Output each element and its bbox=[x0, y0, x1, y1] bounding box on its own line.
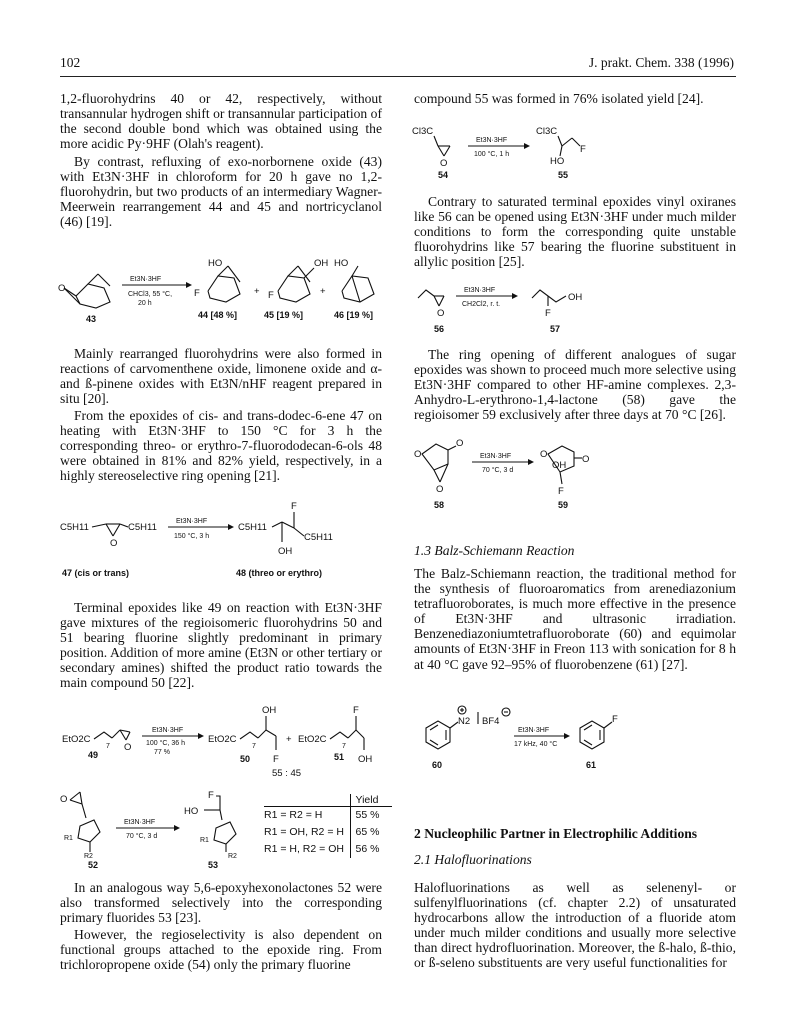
label-49: 49 bbox=[88, 750, 99, 760]
svg-text:O: O bbox=[58, 283, 66, 294]
label-55: 55 bbox=[558, 170, 569, 180]
page-number: 102 bbox=[60, 55, 81, 70]
svg-text:150 °C, 3 h: 150 °C, 3 h bbox=[174, 533, 210, 540]
label-59: 59 bbox=[558, 500, 569, 510]
svg-text:F: F bbox=[545, 308, 551, 319]
svg-text:7: 7 bbox=[342, 743, 346, 750]
svg-text:F: F bbox=[273, 754, 279, 765]
table-row: R1 = H, R2 = OH 56 % bbox=[264, 841, 392, 858]
yield-table bbox=[264, 794, 392, 858]
svg-text:O: O bbox=[414, 449, 422, 460]
left-para-7: However, the regioselectivity is also dependent on functional groups attached to the epoxide ring. From trichloropropene oxide (54) only the primary fluorine bbox=[60, 927, 382, 973]
svg-text:F: F bbox=[580, 144, 586, 155]
svg-text:R2: R2 bbox=[84, 853, 93, 860]
yield-header: Yield bbox=[350, 794, 392, 806]
label-46: 46 [19 %] bbox=[334, 310, 374, 320]
svg-text:OH: OH bbox=[262, 705, 277, 716]
svg-text:HO: HO bbox=[184, 806, 199, 817]
svg-text:O: O bbox=[540, 449, 548, 460]
structure-43 bbox=[58, 274, 110, 308]
svg-text:CH2Cl2, r. t.: CH2Cl2, r. t. bbox=[462, 301, 501, 308]
structure-46 bbox=[334, 258, 374, 302]
left-para-2: By contrast, refluxing of exo-norbornene oxide (43) with Et3N·3HF in chloroform for 20 h gave no 1,2-fluorohydrin, but two products of an intermediary Wagner-Meerwein rearrangement 44 and 45 and nortricyclanol (46) [19]. bbox=[60, 154, 382, 230]
svg-text:OH: OH bbox=[358, 754, 373, 765]
svg-text:OH: OH bbox=[314, 258, 329, 269]
svg-text:F: F bbox=[558, 486, 564, 497]
label-60: 60 bbox=[432, 760, 443, 770]
scheme-sugar-lactone bbox=[412, 424, 612, 514]
svg-text:OH: OH bbox=[278, 546, 293, 557]
section-1-3-heading: 1.3 Balz-Schiemann Reaction bbox=[414, 543, 575, 558]
scheme-balz-schiemann bbox=[412, 696, 662, 778]
svg-text:Et3N·3HF: Et3N·3HF bbox=[518, 727, 550, 734]
scheme-dodecene-oxide bbox=[58, 500, 388, 582]
scheme-trichloropropene-oxide bbox=[412, 116, 662, 182]
left-para-6: In an analogous way 5,6-epoxyhexonolactones 52 were also transformed selectively into the corresponding primary fluorides 53 [23]. bbox=[60, 880, 382, 926]
svg-text:CHCl3, 55 °C,: CHCl3, 55 °C, bbox=[128, 291, 173, 298]
svg-text:Cl3C: Cl3C bbox=[536, 126, 558, 137]
scheme-vinyl-oxirane bbox=[412, 278, 672, 336]
label-53: 53 bbox=[208, 860, 219, 870]
left-para-3: Mainly rearranged fluorohydrins were also formed in reactions of carvomenthene oxide, limonene oxide and α- and ß-pinene oxides with Et3N/nHF reagent prepared in situ [20]. bbox=[60, 346, 382, 407]
section-2-1-heading: 2.1 Halofluorinations bbox=[414, 852, 532, 867]
svg-text:F: F bbox=[194, 288, 200, 299]
structure-52 bbox=[60, 792, 100, 860]
left-para-5: Terminal epoxides like 49 on reaction with Et3N·3HF gave mixtures of the regioisomeric fluorohydrins 50 and 51 bearing fluorine slightly predominant in primary position. Addition of more amine (Et3N or other tertiary or secondary amines) shifted the product ratio towards the main compound 50 [22]. bbox=[60, 600, 382, 691]
svg-text:F: F bbox=[353, 705, 359, 716]
svg-text:C5H11: C5H11 bbox=[60, 522, 89, 533]
svg-text:7: 7 bbox=[106, 743, 110, 750]
label-47: 47 (cis or trans) bbox=[62, 568, 130, 578]
svg-text:F: F bbox=[612, 714, 618, 725]
svg-text:R1: R1 bbox=[200, 837, 209, 844]
svg-text:O: O bbox=[440, 158, 448, 169]
scheme-terminal-epoxide bbox=[58, 702, 388, 778]
svg-text:+: + bbox=[254, 286, 260, 297]
table-row: R1 = R2 = H 55 % bbox=[264, 807, 392, 824]
svg-text:EtO2C: EtO2C bbox=[208, 734, 237, 745]
svg-text:O: O bbox=[110, 538, 118, 549]
label-45: 45 [19 %] bbox=[264, 310, 304, 320]
scheme-norbornene-oxide bbox=[58, 236, 388, 326]
svg-text:Et3N·3HF: Et3N·3HF bbox=[152, 727, 184, 734]
svg-text:100 °C, 1 h: 100 °C, 1 h bbox=[474, 151, 510, 158]
right-para-4: The Balz-Schiemann reaction, the traditional method for the synthesis of fluoroaromatics from arenediazonium tetrafluoroborates, is much more effective in the presence of Et3N·3HF and ultrasonic irradiation. Benzenediazoniumtetrafluoroborate (60) and equimolar amounts of Et3N·3HF in Freon 113 with sonication for 8 h at 40 °C gave 92–95% of fluorobenzene (61) [27]. bbox=[414, 566, 736, 672]
header-rule bbox=[60, 76, 736, 77]
structure-44 bbox=[194, 258, 240, 302]
svg-text:N2: N2 bbox=[458, 716, 471, 727]
label-61: 61 bbox=[586, 760, 597, 770]
svg-text:F: F bbox=[291, 501, 297, 512]
svg-text:HO: HO bbox=[334, 258, 349, 269]
svg-text:Cl3C: Cl3C bbox=[412, 126, 434, 137]
svg-text:+: + bbox=[286, 734, 292, 745]
right-para-2: Contrary to saturated terminal epoxides vinyl oxiranes like 56 can be opened using Et3N·3HF under much milder conditions to form the corresponding quite unstable fluorohydrins like 57 bearing the fluorine substituent in allylic position [25]. bbox=[414, 194, 736, 270]
svg-text:O: O bbox=[437, 308, 445, 319]
right-para-5: Halofluorinations as well as selenenyl- or sulfenylfluorinations (cf. chapter 2.2) of unsaturated hydrocarbons allow the introduction of a fluoride atom under much milder conditions and usually more selective than direct hydrofluorination. Moreover, the ß-halo, ß-thio, or ß-seleno substituents are very useful functionalities for bbox=[414, 880, 736, 971]
svg-text:100 °C, 36 h: 100 °C, 36 h bbox=[146, 740, 185, 747]
label-57: 57 bbox=[550, 324, 561, 334]
label-51: 51 bbox=[334, 752, 345, 762]
label-52: 52 bbox=[88, 860, 99, 870]
svg-text:BF4: BF4 bbox=[482, 716, 500, 727]
section-2-heading: 2 Nucleophilic Partner in Electrophilic Additions bbox=[414, 826, 698, 841]
svg-text:Et3N·3HF: Et3N·3HF bbox=[124, 819, 156, 826]
structure-61 bbox=[580, 714, 618, 749]
ratio-50-51: 55 : 45 bbox=[272, 768, 302, 778]
svg-text:O: O bbox=[124, 742, 132, 753]
left-para-1: 1,2-fluorohydrins 40 or 42, respectively, without transannular hydrogen shift or transannular participation of the second double bond which was obtained using the more acidic Py·9HF (Olah's reagent). bbox=[60, 91, 382, 152]
svg-text:HO: HO bbox=[208, 258, 223, 269]
svg-text:C5H11: C5H11 bbox=[238, 522, 267, 533]
svg-text:EtO2C: EtO2C bbox=[62, 734, 91, 745]
svg-text:O: O bbox=[60, 794, 68, 805]
svg-text:OH: OH bbox=[552, 460, 567, 471]
svg-text:Et3N·3HF: Et3N·3HF bbox=[130, 276, 162, 283]
svg-text:+: + bbox=[320, 286, 326, 297]
svg-text:Et3N·3HF: Et3N·3HF bbox=[480, 453, 512, 460]
svg-text:O: O bbox=[436, 484, 444, 495]
label-58: 58 bbox=[434, 500, 445, 510]
svg-text:C5H11: C5H11 bbox=[304, 532, 333, 543]
svg-text:OH: OH bbox=[568, 292, 583, 303]
label-44: 44 [48 %] bbox=[198, 310, 238, 320]
table-row: R1 = OH, R2 = H 65 % bbox=[264, 824, 392, 841]
svg-text:Et3N·3HF: Et3N·3HF bbox=[464, 287, 496, 294]
right-para-1: compound 55 was formed in 76% isolated yield [24]. bbox=[414, 91, 704, 106]
svg-text:Et3N·3HF: Et3N·3HF bbox=[176, 518, 208, 525]
label-43: 43 bbox=[86, 314, 97, 324]
label-50: 50 bbox=[240, 754, 251, 764]
right-para-3: The ring opening of different analogues of sugar epoxides was shown to proceed much more selective using Et3N·3HF compared to other HF-amine complexes. 2,3-Anhydro-L-erythrono-1,4-lactone (58) gave the regioisomer 59 exclusively after three days at 70 °C [26]. bbox=[414, 347, 736, 423]
structure-60 bbox=[426, 706, 510, 749]
svg-text:R2: R2 bbox=[228, 853, 237, 860]
svg-text:70 °C, 3 d: 70 °C, 3 d bbox=[482, 467, 514, 474]
journal-reference: J. prakt. Chem. 338 (1996) bbox=[588, 55, 734, 70]
svg-text:EtO2C: EtO2C bbox=[298, 734, 327, 745]
svg-text:Et3N·3HF: Et3N·3HF bbox=[476, 137, 508, 144]
svg-text:HO: HO bbox=[550, 156, 565, 167]
svg-text:77 %: 77 % bbox=[154, 749, 170, 756]
svg-text:R1: R1 bbox=[64, 835, 73, 842]
label-54: 54 bbox=[438, 170, 449, 180]
svg-text:70 °C, 3 d: 70 °C, 3 d bbox=[126, 833, 158, 840]
label-48: 48 (threo or erythro) bbox=[236, 568, 323, 578]
label-56: 56 bbox=[434, 324, 445, 334]
svg-text:20 h: 20 h bbox=[138, 300, 152, 307]
svg-text:7: 7 bbox=[252, 743, 256, 750]
svg-text:C5H11: C5H11 bbox=[128, 522, 157, 533]
svg-text:O: O bbox=[582, 454, 590, 465]
svg-text:17 kHz, 40 °C: 17 kHz, 40 °C bbox=[514, 741, 558, 748]
structure-53 bbox=[184, 790, 237, 860]
svg-text:F: F bbox=[268, 290, 274, 301]
left-para-4: From the epoxides of cis- and trans-dodec-6-ene 47 on heating with Et3N·3HF to 150 °C for 3 h the corresponding threo- or erythro-7-fluorododecan-6-ols 48 were obtained in 81% and 82% yield, respectively, in a highly stereoselective ring opening [21]. bbox=[60, 408, 382, 484]
svg-text:O: O bbox=[456, 438, 464, 449]
svg-text:F: F bbox=[208, 790, 214, 801]
